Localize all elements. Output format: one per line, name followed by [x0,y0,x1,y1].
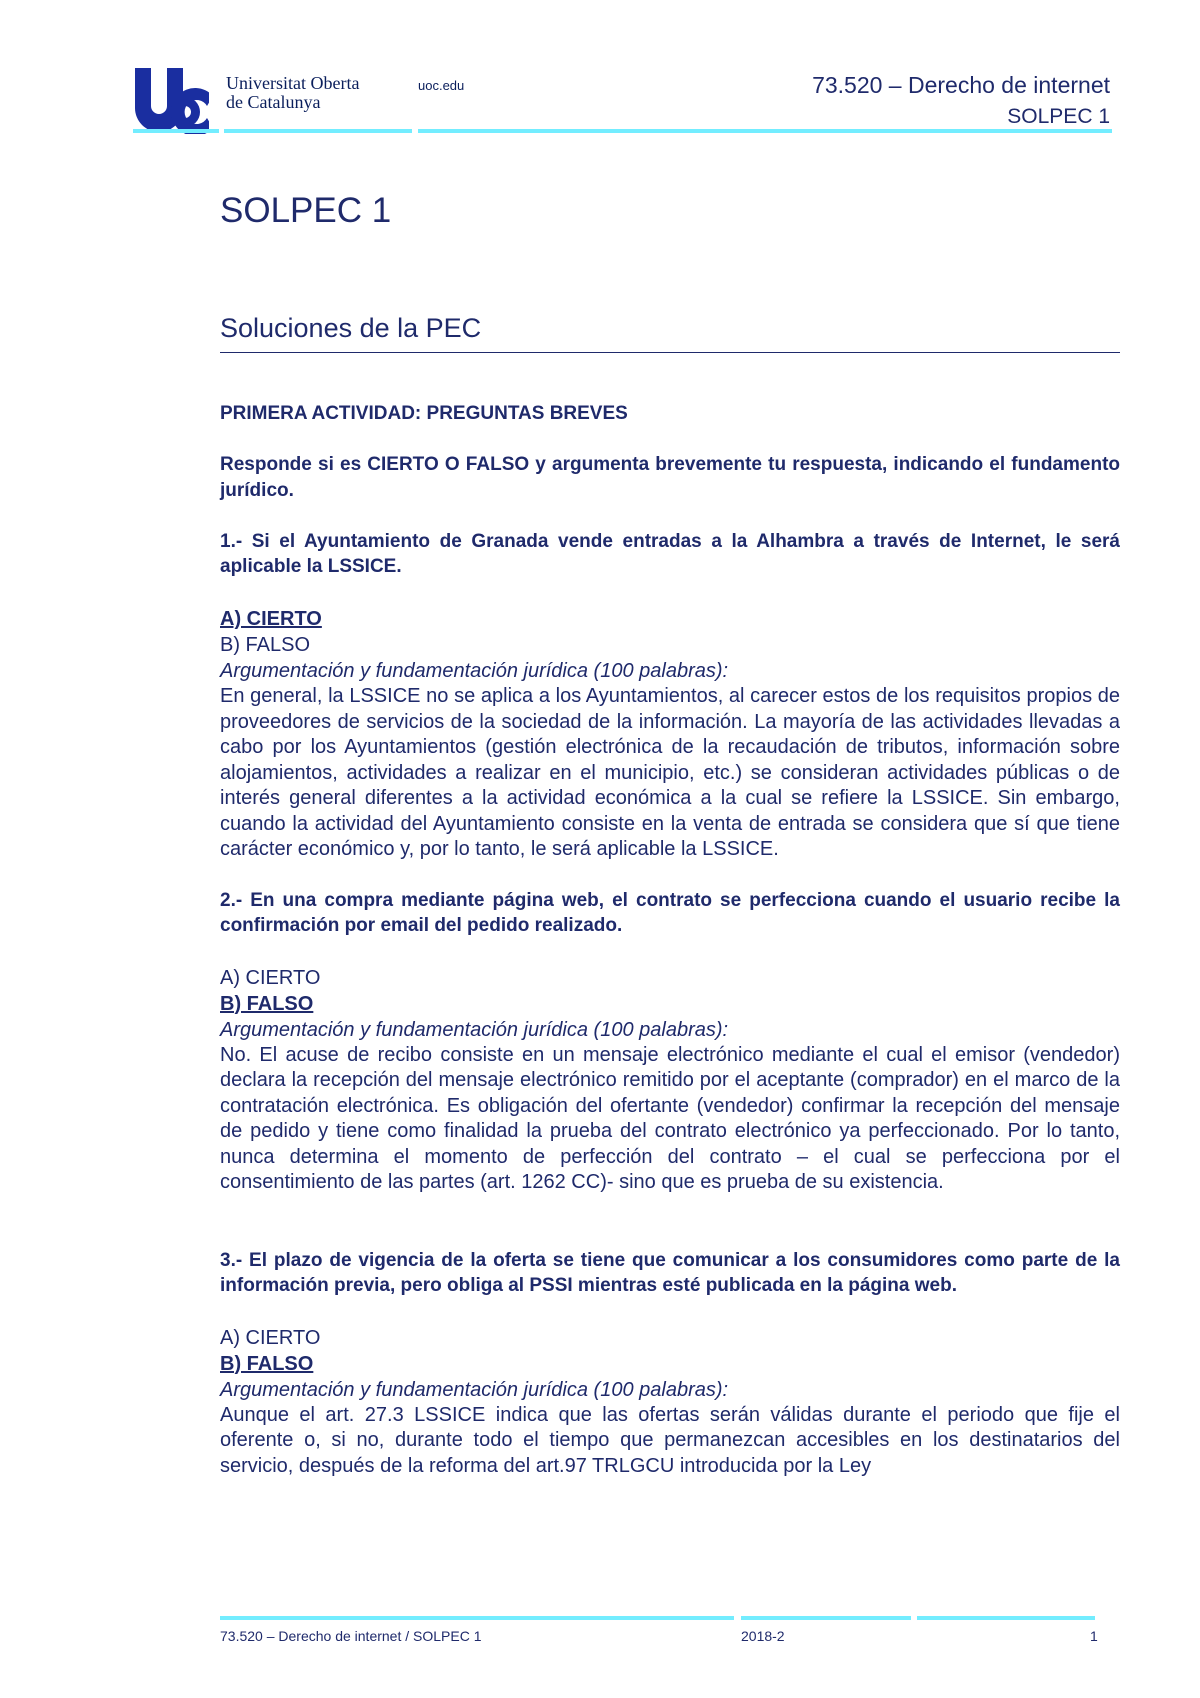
document-title: SOLPEC 1 [220,191,392,230]
header-rule-course [418,129,1112,133]
footer-rule-right [917,1616,1095,1620]
footer-rule-left [220,1616,734,1620]
footer-rule-middle [741,1616,911,1620]
university-name [226,74,359,112]
doc-code: SOLPEC 1 [1007,105,1110,128]
q2-answer: No. El acuse de recibo consiste en un mensaje electrónico mediante el cual el emisor (vendedor) declara la recepción del mensaje electrónico remitido por el aceptante (comprador) en el marco de la contratación electrónica. Es obligación del ofertante (vendedor) confirmar la recepción del mensaje de pedido y tiene como finalidad la prueba del contrato electrónico ya perfeccionado. Por lo tanto, nunca determina el momento de perfección del contrato – el cual se perfecciona por el consentimiento de las partes (art. 1262 CC)- sino que es prueba de su existencia. [220,1043,1120,1193]
q3-option-a: A) CIERTO [220,1326,321,1349]
question-3: 3.- El plazo de vigencia de la oferta se tiene que comunicar a los consumidores como parte de la información previa, pero obliga al PSSI mientras esté publicada en la página web. [220,1249,1120,1296]
instruction: Responde si es CIERTO O FALSO y argumenta brevemente tu respuesta, indicando el fundamento jurídico. [220,454,1120,501]
page-number: 1 [1090,1628,1098,1644]
document-body [220,401,1120,1479]
q3-argument-label: Argumentación y fundamentación jurídica (100 palabras): [220,1378,729,1401]
q3-option-b: B) FALSO [220,1352,314,1375]
section-divider [220,352,1120,353]
university-line-2: de Catalunya [226,92,321,112]
header-rule-logo [133,129,219,133]
university-url[interactable]: uoc.edu [418,78,465,93]
question-1: 1.- Si el Ayuntamiento de Granada vende entradas a la Alhambra a través de Internet, le será aplicable la LSSICE. [220,531,1120,577]
footer-course: 73.520 – Derecho de internet / SOLPEC 1 [220,1628,482,1644]
course-title: 73.520 – Derecho de internet [812,72,1110,98]
uoc-logo [133,68,221,134]
q2-option-a: A) CIERTO [220,966,321,989]
footer-semester: 2018-2 [741,1628,785,1644]
q1-argument-label: Argumentación y fundamentación jurídica (100 palabras): [220,660,729,682]
header-rule-name [224,129,412,133]
q1-option-b: B) FALSO [220,634,311,656]
q2-argument-label: Argumentación y fundamentación jurídica (100 palabras): [220,1018,729,1041]
q3-answer: Aunque el art. 27.3 LSSICE indica que las ofertas serán válidas durante el periodo que fije el oferente o, si no, durante todo el tiempo que permanezcan accesibles en los destinatarios del servicio, después de la reforma del art.97 TRLGCU introducida por la Ley [220,1403,1120,1477]
section-title: Soluciones de la PEC [220,313,482,343]
activity-title: PRIMERA ACTIVIDAD: PREGUNTAS BREVES [220,403,628,424]
q2-option-b: B) FALSO [220,992,314,1015]
question-2: 2.- En una compra mediante página web, el contrato se perfecciona cuando el usuario recibe la confirmación por email del pedido realizado. [220,889,1120,936]
university-line-1: Universitat Oberta [226,73,360,93]
q1-option-a: A) CIERTO [220,608,322,630]
q1-answer: En general, la LSSICE no se aplica a los Ayuntamientos, al carecer estos de los requisitos propios de proveedores de servicios de la sociedad de la información. La mayoría de las actividades llevadas a cabo por los Ayuntamientos (gestión electrónica de la recaudación de tributos, información sobre alojamientos, actividades a realizar en el municipio, etc.) se consideran actividades públicas o de interés general diferentes a la actividad económica a la cual se refiere la LSSICE. Sin embargo, cuando la actividad del Ayuntamiento consiste en la venta de entrada se considera que sí que tiene carácter económico y, por lo tanto, le será aplicable la LSSICE. [220,685,1120,860]
